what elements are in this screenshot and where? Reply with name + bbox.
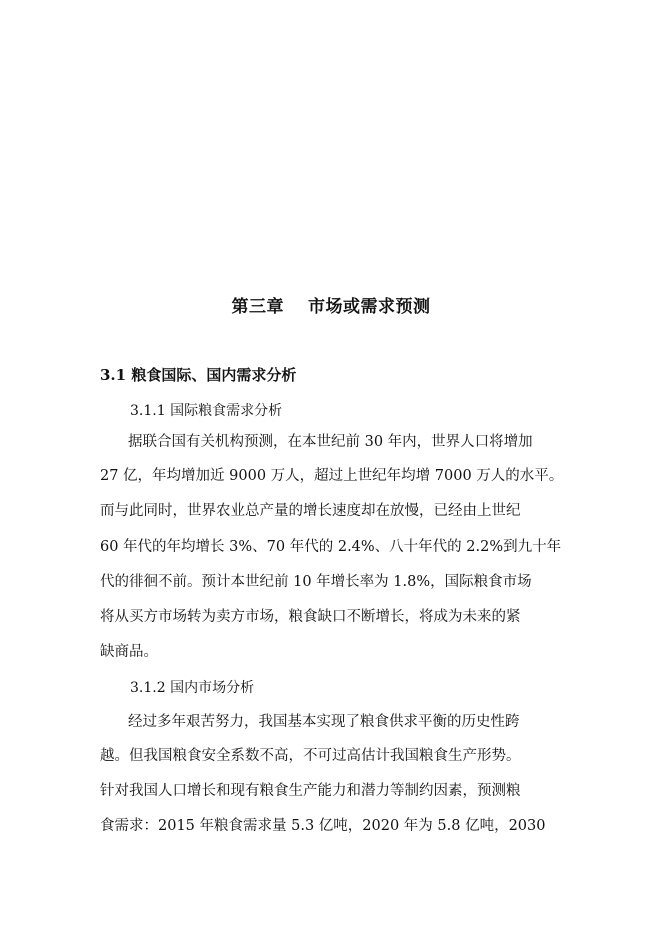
paragraph-line: 将从买方市场转为卖方市场，粮食缺口不断增长，将成为未来的紧 — [100, 609, 521, 625]
paragraph-line: 而与此同时，世界农业总产量的增长速度却在放慢，已经由上世纪 — [100, 503, 521, 519]
paragraph-line: 经过多年艰苦努力，我国基本实现了粮食供求平衡的历史性跨 — [128, 714, 520, 730]
paragraph-line: 代的徘徊不前。预计本世纪前 10 年增长率为 1.8%，国际粮食市场 — [100, 574, 532, 590]
paragraph-line: 越。但我国粮食安全系数不高，不可过高估计我国粮食生产形势。 — [100, 748, 521, 764]
paragraph-line: 缺商品。 — [100, 644, 158, 660]
paragraph-line: 食需求：2015 年粮食需求量 5.3 亿吨，2020 年为 5.8 亿吨，2030 — [100, 818, 546, 834]
paragraph-line: 据联合国有关机构预测，在本世纪前 30 年内，世界人口将增加 — [128, 434, 533, 450]
subsection-heading-domestic: 3.1.2 国内市场分析 — [130, 680, 255, 696]
subsection-heading-international: 3.1.1 国际粮食需求分析 — [130, 403, 283, 419]
paragraph-line: 60 年代的年均增长 3%、70 年代的 2.4%、八十年代的 2.2%到九十年 — [100, 539, 562, 555]
section-heading: 3.1 粮食国际、国内需求分析 — [100, 366, 297, 384]
chapter-title: 第三章 市场或需求预测 — [231, 297, 431, 317]
paragraph-line: 27 亿，年均增加近 9000 万人，超过上世纪年均增 7000 万人的水平。 — [100, 468, 564, 484]
paragraph-line: 针对我国人口增长和现有粮食生产能力和潜力等制约因素，预测粮 — [100, 783, 521, 799]
